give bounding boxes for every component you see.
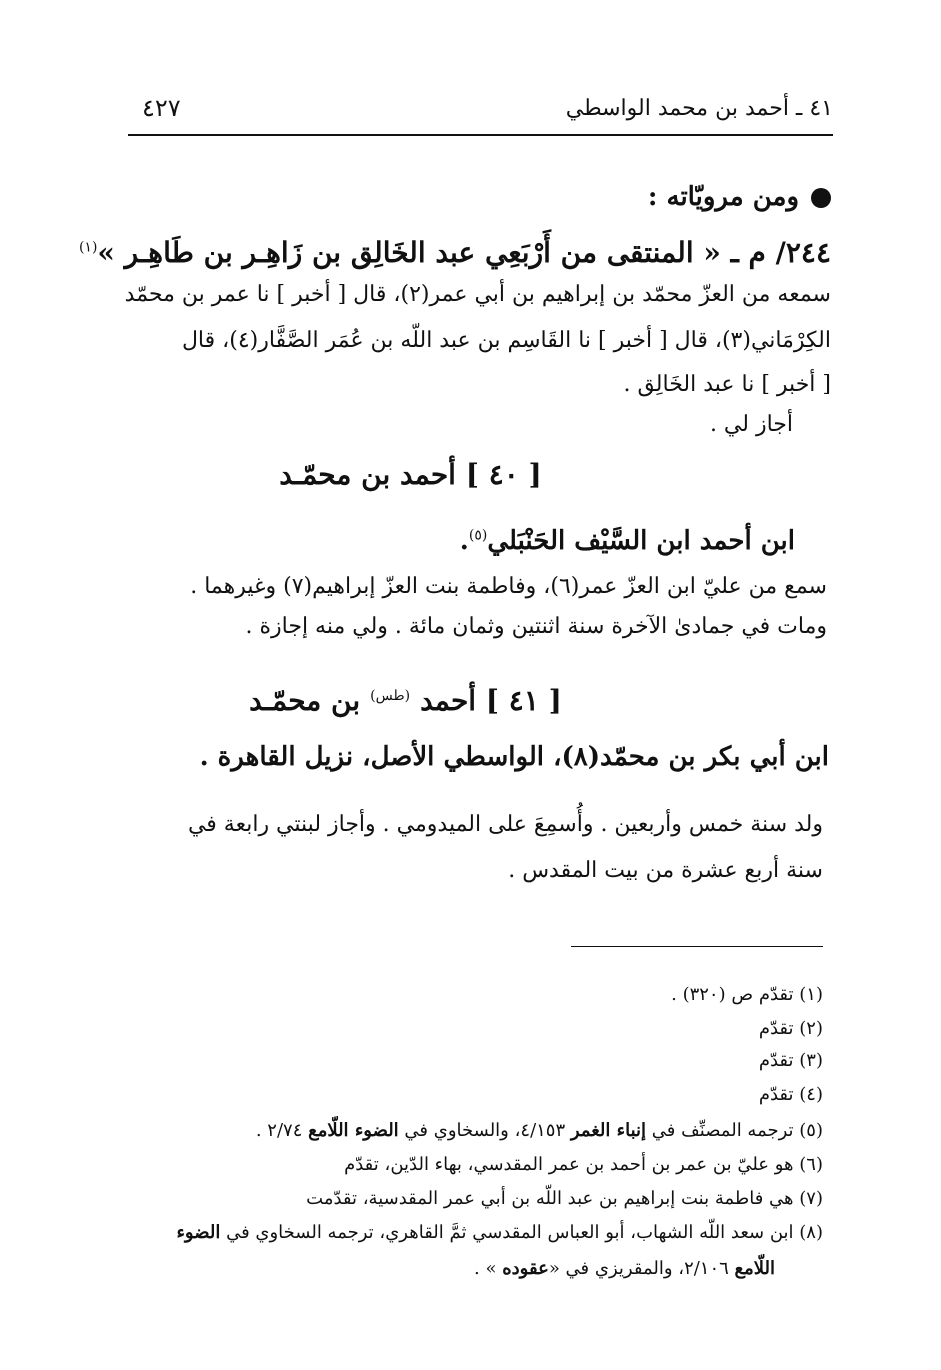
footnote-5-part-a: (٥) ترجمه المصنِّف في xyxy=(651,1120,823,1141)
person-41-heading xyxy=(0,684,811,717)
footnote-divider xyxy=(571,946,823,947)
footnote-1: (١) تقدّم ص (٣٢٠) . xyxy=(671,984,823,1005)
footnote-3: (٣) تقدّم xyxy=(758,1050,823,1071)
footnote-5-book-2: الضوء اللّامع xyxy=(308,1120,399,1141)
footnote-8-part-d: ٢/١٠٦، والمقريزي في « xyxy=(548,1258,729,1279)
footnote-8 xyxy=(176,1222,823,1243)
footnote-5 xyxy=(256,1120,823,1141)
person-40-heading: [ ٤٠ ] أحمد بن محمّـد xyxy=(279,458,542,491)
footnote-2: (٢) تقدّم xyxy=(758,1018,823,1039)
bullet-icon xyxy=(811,188,831,208)
footnote-8-part-a: (٨) ابن سعد اللّه الشهاب، أبو العباس المقدسي ثمَّ القاهري، ترجمه السخاوي في xyxy=(226,1222,823,1243)
entry-line-3: [ أخبر ] نا عبد الخَالِق . xyxy=(623,372,831,397)
footnote-8-part-f: » . xyxy=(474,1258,497,1279)
person-41-heading-mark: (طس) xyxy=(370,687,411,704)
footnote-6: (٦) هو عليّ بن عمر بن أحمد بن عمر المقدسي، بهاء الدّين، تقدّم xyxy=(344,1154,823,1175)
person-41-heading-end: بن محمّـد xyxy=(249,684,361,717)
section-label xyxy=(648,182,831,212)
footnote-5-book-1: إنباء الغمر xyxy=(570,1120,647,1141)
entry-title xyxy=(79,236,831,269)
person-40-name-text: ابن أحمد ابن السَّيْف الحَنْبَلي xyxy=(487,526,795,556)
footnote-8-book-1b: اللّامع xyxy=(734,1258,775,1279)
footnote-7: (٧) هي فاطمة بنت إبراهيم بن عبد اللّه بن أبي عمر المقدسية، تقدّمت xyxy=(306,1188,823,1209)
page-number: ٤٢٧ xyxy=(142,94,181,122)
footnote-5-part-e: ٢/٧٤ . xyxy=(255,1120,303,1141)
person-41-line-2: سنة أربع عشرة من بيت المقدس . xyxy=(508,858,823,883)
person-40-footnote-ref: (٥) xyxy=(468,527,488,544)
person-41-line-1: ولد سنة خمس وأربعين . وأُسمِعَ على الميدومي . وأجاز لبنتي رابعة في xyxy=(187,812,823,837)
person-41-name: ابن أبي بكر بن محمّد(٨)، الواسطي الأصل، نزيل القاهرة . xyxy=(199,742,829,772)
person-40-line-2: ومات في جمادىٰ الآخرة سنة اثنتين وثمان مائة . ولي منه إجازة . xyxy=(245,614,827,639)
entry-title-text: ٢٤٤/ م ـ « المنتقى من أَرْبَعِي عبد الخَالِق بن زَاهِـر بن طَاهِـر » xyxy=(97,236,831,269)
footnote-4: (٤) تقدّم xyxy=(758,1084,823,1105)
section-label-text: ومن مرويّاته : xyxy=(647,182,799,212)
footnote-8-book-1a: الضوء xyxy=(176,1222,221,1243)
entry-line-4: أجاز لي . xyxy=(709,412,793,437)
person-41-heading-start: [ ٤١ ] أحمد xyxy=(420,684,562,717)
footnote-5-part-c: ٤/١٥٣، والسخاوي في xyxy=(404,1120,566,1141)
person-40-line-1: سمع من عليّ ابن العزّ عمر(٦)، وفاطمة بنت العزّ إبراهيم(٧) وغيرهما . xyxy=(190,574,827,599)
footnote-8-book-2: عقوده xyxy=(502,1258,549,1279)
person-40-name xyxy=(460,526,795,556)
footnote-8-continued xyxy=(474,1258,775,1279)
entry-line-1: سمعه من العزّ محمّد بن إبراهيم بن أبي عمر(٢)، قال [ أخبر ] نا عمر بن محمّد xyxy=(124,282,831,307)
entry-line-2: الكِرْمَاني(٣)، قال [ أخبر ] نا القَاسِم بن عبد اللّه بن عُمَر الصَّفَّار(٤)، قال xyxy=(181,328,831,353)
person-40-name-end: . xyxy=(459,526,469,556)
running-title: ٤١ ـ أحمد بن محمد الواسطي xyxy=(565,96,833,121)
entry-title-footnote-ref: (١) xyxy=(78,239,98,256)
running-header xyxy=(128,92,833,136)
